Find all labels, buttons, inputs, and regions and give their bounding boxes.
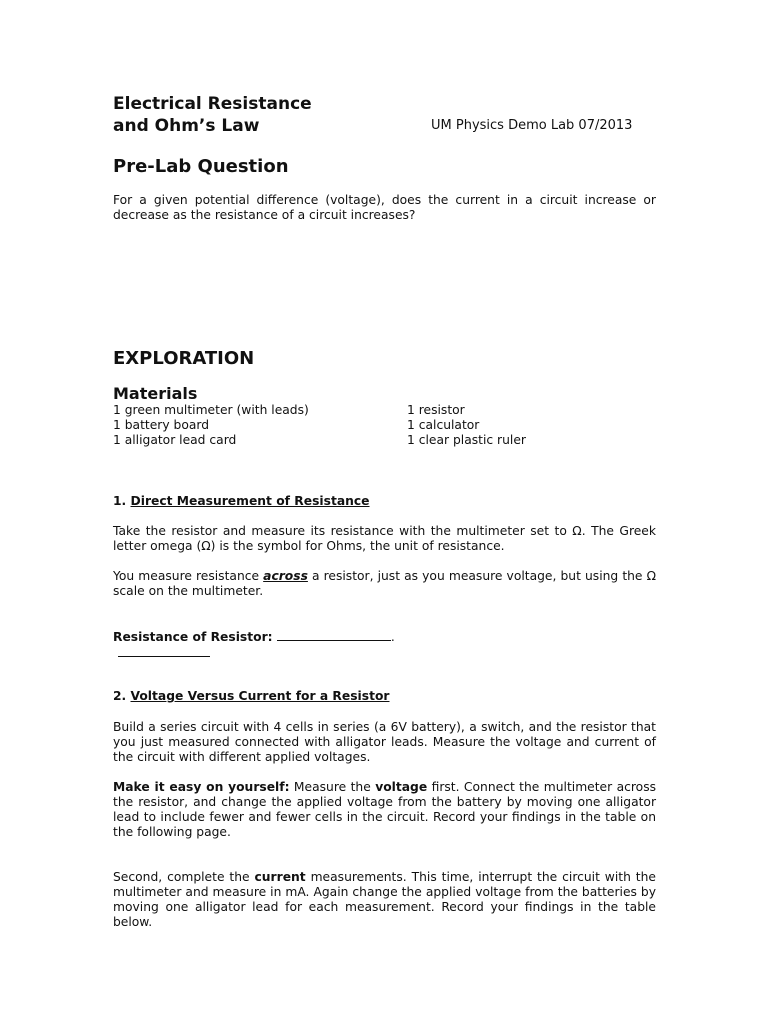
prelab-question: For a given potential difference (voltage), does the current in a circuit increase or decrease as the resistance of a circuit increases?: [113, 193, 656, 222]
section-2-para-1: Build a series circuit with 4 cells in series (a 6V battery), a switch, and the resistor that you just measured connected with alligator leads. Measure the voltage and current of the circuit with different applied voltages.: [113, 720, 656, 764]
voltage-emphasis: voltage: [375, 780, 428, 794]
resistance-result-line: [113, 629, 395, 644]
across-emphasis: across: [263, 569, 308, 583]
resistance-blank-line[interactable]: [277, 629, 391, 641]
section-1-title: Direct Measurement of Resistance: [130, 494, 370, 508]
prelab-heading: Pre-Lab Question: [113, 156, 289, 177]
section-2-title: Voltage Versus Current for a Resistor: [130, 689, 390, 703]
section-2-para-3: [113, 870, 656, 930]
material-item: 1 clear plastic ruler: [407, 433, 526, 447]
para-text: first. Connect the multimeter across the resistor, and change the applied voltage from the battery by moving one alligator lead to include fewer and fewer cells in the circuit. Record your findings in the table on the following page.: [113, 780, 657, 839]
exploration-heading: EXPLORATION: [113, 348, 255, 369]
para-text: You measure resistance: [113, 569, 264, 583]
para-text: measurements. This time, interrupt the circuit with the multimeter and measure in mA. Again change the applied voltage from the batteries by moving one alligator lead for each measurement. Record your findings in the table below.: [113, 870, 656, 929]
title-line-1: Electrical Resistance: [113, 94, 312, 114]
material-item: 1 green multimeter (with leads): [113, 403, 309, 417]
result-period: .: [390, 630, 395, 644]
section-1-number: 1.: [113, 494, 127, 508]
para-text: Measure the: [289, 780, 376, 794]
materials-right-list: [407, 403, 526, 448]
para-text: Second, complete the: [113, 870, 255, 884]
tip-label: Make it easy on yourself:: [113, 780, 290, 794]
section-2-number: 2.: [113, 689, 127, 703]
lab-meta: UM Physics Demo Lab 07/2013: [431, 118, 633, 133]
section-2-heading: [113, 689, 389, 703]
current-emphasis: current: [254, 870, 306, 884]
divider-line: [118, 656, 210, 657]
section-1-para-1: Take the resistor and measure its resistance with the multimeter set to Ω. The Greek letter omega (Ω) is the symbol for Ohms, the unit of resistance.: [113, 524, 656, 553]
materials-left-list: [113, 403, 309, 448]
section-1-para-2: [113, 569, 656, 599]
material-item: 1 calculator: [407, 418, 480, 432]
resistance-label: Resistance of Resistor:: [113, 630, 273, 644]
material-item: 1 alligator lead card: [113, 433, 237, 447]
material-item: 1 battery board: [113, 418, 210, 432]
section-1-heading: [113, 494, 370, 508]
material-item: 1 resistor: [407, 403, 465, 417]
para-text: a resistor, just as you measure voltage, but using the Ω scale on the multimeter.: [113, 569, 656, 598]
section-2-tip: [113, 780, 656, 840]
materials-heading: Materials: [113, 384, 198, 403]
title-line-2: and Ohm’s Law: [113, 116, 260, 136]
